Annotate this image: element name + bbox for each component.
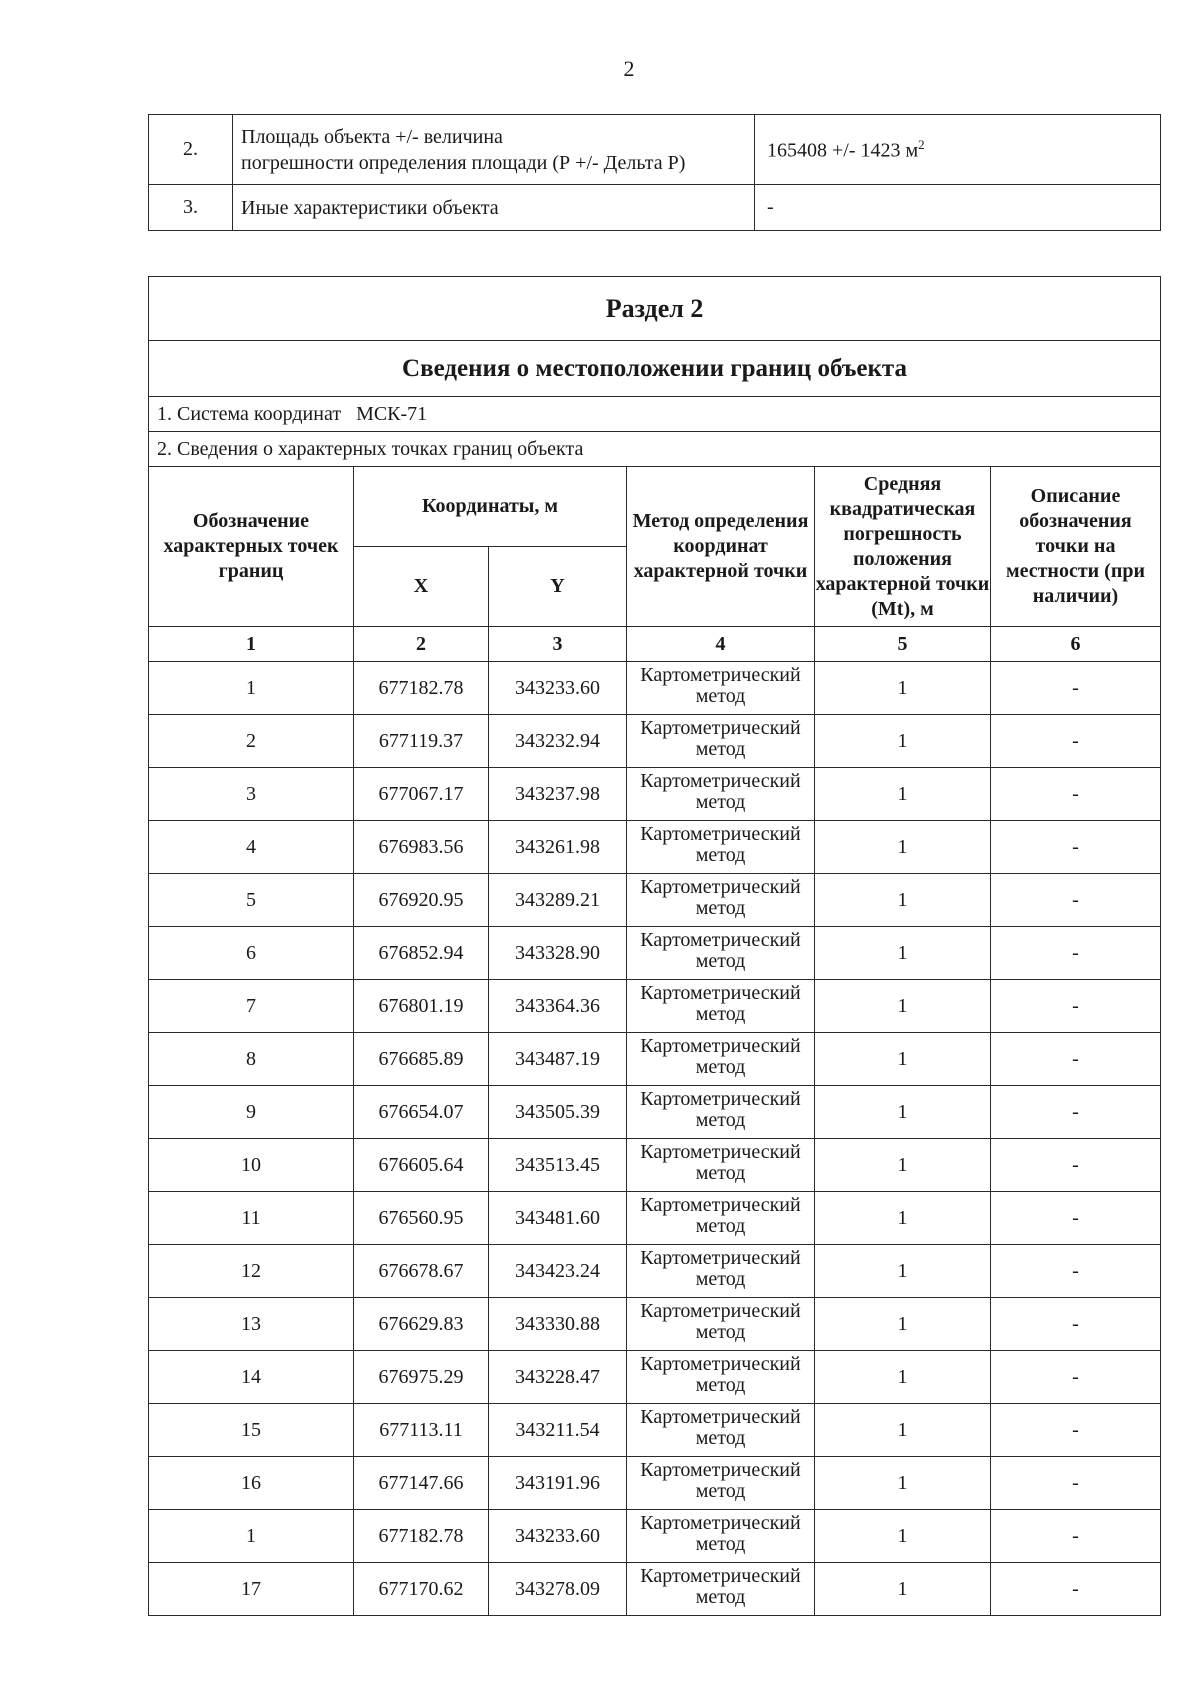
point-description: - — [991, 662, 1161, 715]
table-row — [149, 1298, 1161, 1351]
method-cell: Картометрический метод — [627, 1351, 815, 1404]
point-description: - — [991, 980, 1161, 1033]
mean-error: 1 — [815, 1510, 991, 1563]
method-cell: Картометрический метод — [627, 768, 815, 821]
coordinate-y: 343228.47 — [489, 1351, 627, 1404]
point-description: - — [991, 874, 1161, 927]
method-cell: Картометрический метод — [627, 1510, 815, 1563]
coordinate-y: 343278.09 — [489, 1563, 627, 1616]
header-description: Описание обозначения точки на местности (при наличии) — [991, 467, 1161, 627]
table-row — [149, 1086, 1161, 1139]
table-row — [149, 662, 1161, 715]
mean-error: 1 — [815, 662, 991, 715]
coordinate-x: 677170.62 — [354, 1563, 489, 1616]
point-designation: 4 — [149, 821, 354, 874]
column-number: 1 — [149, 627, 354, 662]
coordinate-system-label: 1. Система координат — [157, 402, 342, 425]
method-cell: Картометрический метод — [627, 1245, 815, 1298]
point-designation: 11 — [149, 1192, 354, 1245]
mean-error: 1 — [815, 927, 991, 980]
header-x: X — [354, 547, 489, 627]
table-row — [149, 115, 1161, 185]
point-description: - — [991, 1510, 1161, 1563]
row-number: 2. — [149, 115, 233, 185]
coordinate-y: 343237.98 — [489, 768, 627, 821]
coordinate-y: 343330.88 — [489, 1298, 627, 1351]
point-description: - — [991, 768, 1161, 821]
header-coordinates: Координаты, м — [354, 467, 627, 547]
boundary-points-table — [148, 276, 1161, 1616]
row-number: 3. — [149, 185, 233, 231]
method-cell: Картометрический метод — [627, 715, 815, 768]
point-description: - — [991, 1245, 1161, 1298]
table-row — [149, 1563, 1161, 1616]
coordinate-y: 343513.45 — [489, 1139, 627, 1192]
method-cell: Картометрический метод — [627, 1563, 815, 1616]
table-row — [149, 980, 1161, 1033]
table-row — [149, 1192, 1161, 1245]
method-cell: Картометрический метод — [627, 1086, 815, 1139]
point-description: - — [991, 1298, 1161, 1351]
area-label-line1: Площадь объекта +/- величина — [241, 125, 503, 148]
point-description: - — [991, 927, 1161, 980]
mean-error: 1 — [815, 1139, 991, 1192]
table-row — [149, 1139, 1161, 1192]
method-cell: Картометрический метод — [627, 1298, 815, 1351]
table-row — [149, 1351, 1161, 1404]
point-description: - — [991, 1139, 1161, 1192]
area-value-text: 165408 +/- 1423 м — [767, 139, 919, 162]
method-cell: Картометрический метод — [627, 1139, 815, 1192]
mean-error: 1 — [815, 980, 991, 1033]
table-row — [149, 185, 1161, 231]
coordinate-x: 676852.94 — [354, 927, 489, 980]
mean-error: 1 — [815, 715, 991, 768]
method-cell: Картометрический метод — [627, 1192, 815, 1245]
area-label-line2: погрешности определения площади (Р +/- Дельта Р) — [241, 151, 686, 174]
table-row — [149, 1510, 1161, 1563]
coordinate-y: 343233.60 — [489, 1510, 627, 1563]
table-row — [149, 821, 1161, 874]
mean-error: 1 — [815, 821, 991, 874]
coordinate-x: 676654.07 — [354, 1086, 489, 1139]
mean-error: 1 — [815, 1192, 991, 1245]
point-designation: 10 — [149, 1139, 354, 1192]
coordinate-y: 343211.54 — [489, 1404, 627, 1457]
point-designation: 17 — [149, 1563, 354, 1616]
table-row — [149, 1033, 1161, 1086]
coordinate-x: 676975.29 — [354, 1351, 489, 1404]
point-designation: 7 — [149, 980, 354, 1033]
point-description: - — [991, 1563, 1161, 1616]
mean-error: 1 — [815, 1404, 991, 1457]
mean-error: 1 — [815, 1033, 991, 1086]
mean-error: 1 — [815, 1245, 991, 1298]
header-method: Метод определения координат характерной точки — [627, 467, 815, 627]
point-designation: 5 — [149, 874, 354, 927]
method-cell: Картометрический метод — [627, 980, 815, 1033]
coordinate-x: 677113.11 — [354, 1404, 489, 1457]
point-description: - — [991, 1192, 1161, 1245]
point-designation: 16 — [149, 1457, 354, 1510]
coordinate-x: 676801.19 — [354, 980, 489, 1033]
mean-error: 1 — [815, 874, 991, 927]
points-info: 2. Сведения о характерных точках границ объекта — [149, 432, 1161, 467]
point-designation: 3 — [149, 768, 354, 821]
coordinate-y: 343481.60 — [489, 1192, 627, 1245]
column-number: 5 — [815, 627, 991, 662]
point-description: - — [991, 1404, 1161, 1457]
coordinate-y: 343191.96 — [489, 1457, 627, 1510]
method-cell: Картометрический метод — [627, 1457, 815, 1510]
table-row — [149, 1457, 1161, 1510]
mean-error: 1 — [815, 1457, 991, 1510]
point-designation: 14 — [149, 1351, 354, 1404]
point-designation: 12 — [149, 1245, 354, 1298]
coordinate-system-value: МСК-71 — [356, 402, 428, 425]
coordinate-x: 676983.56 — [354, 821, 489, 874]
coordinate-x: 677147.66 — [354, 1457, 489, 1510]
table-row — [149, 768, 1161, 821]
method-cell: Картометрический метод — [627, 821, 815, 874]
point-description: - — [991, 1086, 1161, 1139]
method-cell: Картометрический метод — [627, 927, 815, 980]
point-designation: 15 — [149, 1404, 354, 1457]
coordinate-system — [149, 397, 1161, 432]
point-designation: 1 — [149, 1510, 354, 1563]
coordinate-x: 676629.83 — [354, 1298, 489, 1351]
column-number: 3 — [489, 627, 627, 662]
table-row — [149, 1404, 1161, 1457]
object-characteristics-table — [148, 114, 1161, 231]
point-description: - — [991, 715, 1161, 768]
method-cell: Картометрический метод — [627, 1404, 815, 1457]
table-row — [149, 927, 1161, 980]
area-label — [233, 115, 755, 185]
table-row — [149, 1245, 1161, 1298]
header-y: Y — [489, 547, 627, 627]
coordinate-x: 677182.78 — [354, 662, 489, 715]
point-designation: 6 — [149, 927, 354, 980]
coordinate-y: 343487.19 — [489, 1033, 627, 1086]
coordinate-x: 677182.78 — [354, 1510, 489, 1563]
page-number: 2 — [623, 56, 635, 81]
point-description: - — [991, 1033, 1161, 1086]
coordinate-x: 676678.67 — [354, 1245, 489, 1298]
method-cell: Картометрический метод — [627, 874, 815, 927]
coordinate-y: 343328.90 — [489, 927, 627, 980]
other-characteristics-label: Иные характеристики объекта — [233, 185, 755, 231]
section-title: Раздел 2 — [149, 277, 1161, 341]
coordinate-x: 677119.37 — [354, 715, 489, 768]
table-row — [149, 874, 1161, 927]
point-description: - — [991, 1351, 1161, 1404]
point-description: - — [991, 821, 1161, 874]
point-designation: 13 — [149, 1298, 354, 1351]
column-number: 4 — [627, 627, 815, 662]
coordinate-x: 676920.95 — [354, 874, 489, 927]
point-designation: 1 — [149, 662, 354, 715]
coordinate-x: 676605.64 — [354, 1139, 489, 1192]
mean-error: 1 — [815, 768, 991, 821]
header-designation: Обозначение характерных точек границ — [149, 467, 354, 627]
area-value — [755, 115, 1161, 185]
coordinate-y: 343289.21 — [489, 874, 627, 927]
method-cell: Картометрический метод — [627, 1033, 815, 1086]
coordinate-y: 343232.94 — [489, 715, 627, 768]
coordinate-y: 343364.36 — [489, 980, 627, 1033]
table-row — [149, 715, 1161, 768]
point-designation: 8 — [149, 1033, 354, 1086]
coordinate-x: 677067.17 — [354, 768, 489, 821]
header-error: Средняя квадратическая погрешность положения характерной точки (Mt), м — [815, 467, 991, 627]
other-characteristics-value: - — [755, 185, 1161, 231]
mean-error: 1 — [815, 1298, 991, 1351]
point-designation: 2 — [149, 715, 354, 768]
mean-error: 1 — [815, 1351, 991, 1404]
coordinate-y: 343261.98 — [489, 821, 627, 874]
area-value-sup: 2 — [918, 136, 925, 152]
coordinate-y: 343233.60 — [489, 662, 627, 715]
coordinate-y: 343505.39 — [489, 1086, 627, 1139]
method-cell: Картометрический метод — [627, 662, 815, 715]
point-description: - — [991, 1457, 1161, 1510]
coordinate-x: 676685.89 — [354, 1033, 489, 1086]
coordinate-x: 676560.95 — [354, 1192, 489, 1245]
coordinate-y: 343423.24 — [489, 1245, 627, 1298]
column-number: 2 — [354, 627, 489, 662]
column-number: 6 — [991, 627, 1161, 662]
section-subtitle: Сведения о местоположении границ объекта — [149, 341, 1161, 397]
mean-error: 1 — [815, 1086, 991, 1139]
point-designation: 9 — [149, 1086, 354, 1139]
mean-error: 1 — [815, 1563, 991, 1616]
